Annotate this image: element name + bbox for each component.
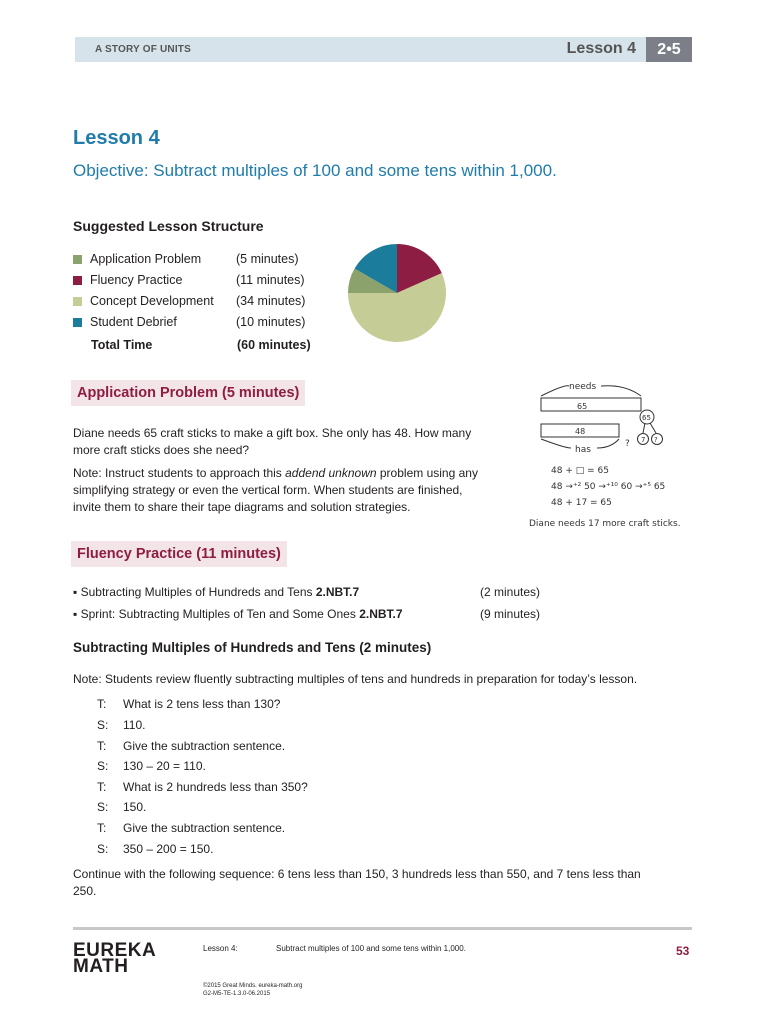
structure-label: Concept Development bbox=[90, 294, 214, 308]
copyright-notice: ©2015 Great Minds. eureka-math.org bbox=[203, 983, 303, 989]
total-tape-value: 65 bbox=[577, 402, 588, 411]
dialogue-text: 130 – 20 = 110. bbox=[123, 759, 206, 773]
dialogue-line bbox=[97, 800, 146, 814]
note-text-line: Note: Instruct students to approach this addend unknown problem using any bbox=[73, 466, 478, 480]
answer-sentence: Diane needs 17 more craft sticks. bbox=[529, 519, 681, 529]
needs-label: needs bbox=[569, 382, 597, 392]
has-label: has bbox=[575, 445, 591, 455]
speaker: S: bbox=[97, 842, 109, 856]
dialogue-text: Give the subtraction sentence. bbox=[123, 821, 286, 835]
fluency-item-label: ▪ Subtracting Multiples of Hundreds and Tens bbox=[73, 585, 316, 599]
structure-row bbox=[73, 313, 305, 331]
structure-time: (11 minutes) bbox=[236, 273, 305, 287]
equation-line: 48 + □ = 65 bbox=[551, 466, 609, 476]
speaker: T: bbox=[97, 821, 107, 835]
structure-row bbox=[73, 271, 305, 289]
speaker: T: bbox=[97, 697, 107, 711]
needs-brace-right bbox=[601, 386, 641, 396]
speaker: S: bbox=[97, 718, 109, 732]
total-time-value: (60 minutes) bbox=[237, 338, 311, 352]
page-header bbox=[75, 37, 692, 62]
emphasis-text: addend unknown bbox=[285, 466, 377, 480]
lesson-objective: Objective: Subtract multiples of 100 and some tens within 1,000. bbox=[73, 161, 557, 180]
standard-code: 2.NBT.7 bbox=[315, 585, 360, 599]
unknown-mark: ? bbox=[625, 439, 630, 449]
fluency-item bbox=[73, 585, 540, 599]
dialogue-text: What is 2 tens less than 130? bbox=[123, 697, 281, 711]
structure-label: Fluency Practice bbox=[90, 273, 183, 287]
has-brace-left bbox=[541, 439, 571, 448]
dialogue-line bbox=[97, 780, 308, 794]
dialogue-line bbox=[97, 821, 285, 835]
eureka-logo-line: EUREKA bbox=[73, 940, 157, 961]
fluency-item-label: ▪ Sprint: Subtracting Multiples of Ten and Some Ones bbox=[73, 607, 360, 621]
dialogue-line bbox=[97, 718, 145, 732]
document-code: G2-M5-TE-1.3.0-06.2015 bbox=[203, 991, 271, 997]
lesson-tag: Lesson 4 bbox=[566, 40, 636, 57]
dialogue-text: 150. bbox=[123, 800, 147, 814]
problem-text-line: Diane needs 65 craft sticks to make a gift box. She only has 48. How many bbox=[73, 426, 472, 440]
bond-line bbox=[650, 423, 656, 433]
part-tape-value: 48 bbox=[575, 427, 586, 436]
application-problem-label: Application Problem (5 minutes) bbox=[71, 380, 305, 406]
activity-heading: Subtracting Multiples of Hundreds and Tens (2 minutes) bbox=[73, 640, 432, 655]
problem-text-line: more craft sticks does she need? bbox=[73, 443, 250, 457]
structure-time: (34 minutes) bbox=[236, 294, 306, 308]
dialogue-line bbox=[97, 759, 206, 773]
activity-note: Note: Students review fluently subtracting multiples of tens and hundreds in preparation for today’s lesson. bbox=[73, 672, 638, 686]
structure-row bbox=[73, 292, 305, 310]
footer-lesson: Lesson 4: bbox=[203, 944, 238, 953]
note-text-line: invite them to share their tape diagrams and solution strategies. bbox=[73, 500, 411, 514]
continue-text-line: 250. bbox=[73, 884, 97, 898]
note-text-line: simplifying strategy or even the vertical form. When students are finished, bbox=[73, 483, 463, 497]
series-title: A STORY OF UNITS bbox=[95, 44, 191, 55]
standard-code: 2.NBT.7 bbox=[359, 607, 403, 621]
structure-row bbox=[73, 250, 299, 268]
legend-swatch bbox=[73, 276, 82, 285]
speaker: T: bbox=[97, 739, 107, 753]
speaker: S: bbox=[97, 800, 109, 814]
dialogue-line bbox=[97, 739, 285, 753]
structure-heading: Suggested Lesson Structure bbox=[73, 218, 264, 234]
page-number: 53 bbox=[676, 944, 690, 958]
dialogue-text: 110. bbox=[123, 718, 146, 732]
total-time-label: Total Time bbox=[91, 338, 153, 352]
structure-label: Student Debrief bbox=[90, 315, 177, 329]
legend-swatch bbox=[73, 318, 82, 327]
fluency-item bbox=[73, 607, 540, 621]
lesson-title: Lesson 4 bbox=[73, 127, 160, 149]
needs-brace-left bbox=[541, 386, 569, 396]
dialogue-text: Give the subtraction sentence. bbox=[123, 739, 286, 753]
dialogue-text: What is 2 hundreds less than 350? bbox=[123, 780, 308, 794]
structure-label: Application Problem bbox=[90, 252, 202, 266]
structure-time: (5 minutes) bbox=[236, 252, 299, 266]
dialogue-line bbox=[97, 697, 280, 711]
speaker: S: bbox=[97, 759, 109, 773]
continue-text-line: Continue with the following sequence: 6 tens less than 150, 3 hundreds less than 550, and 7 tens less than bbox=[73, 867, 641, 881]
math-logo-line: MATH bbox=[73, 956, 129, 977]
tape-diagram-sketch bbox=[525, 378, 695, 530]
equation-line: 48 →⁺² 50 →⁺¹⁰ 60 →⁺⁵ 65 bbox=[551, 482, 666, 492]
bond-whole-value: 65 bbox=[642, 414, 651, 422]
speaker: T: bbox=[97, 780, 107, 794]
bond-part-value: ? bbox=[654, 436, 658, 444]
footer-objective: Subtract multiples of 100 and some tens within 1,000. bbox=[276, 944, 466, 953]
total-tape bbox=[541, 398, 641, 411]
fluency-practice-label: Fluency Practice (11 minutes) bbox=[71, 541, 287, 567]
dialogue-line bbox=[97, 842, 213, 856]
equation-line: 48 + 17 = 65 bbox=[551, 498, 612, 508]
structure-time: (10 minutes) bbox=[236, 315, 306, 329]
bond-part-value: 7 bbox=[641, 436, 646, 444]
footer-divider bbox=[73, 927, 692, 930]
has-brace-right bbox=[597, 439, 619, 448]
legend-swatch bbox=[73, 297, 82, 306]
fluency-item-time: (9 minutes) bbox=[480, 607, 541, 621]
grade-module-badge: 2•5 bbox=[646, 37, 692, 62]
legend-swatch bbox=[73, 255, 82, 264]
lesson-structure-pie-chart bbox=[346, 242, 448, 344]
dialogue-text: 350 – 200 = 150. bbox=[123, 842, 214, 856]
fluency-item-time: (2 minutes) bbox=[480, 585, 541, 599]
bond-line bbox=[643, 423, 645, 433]
